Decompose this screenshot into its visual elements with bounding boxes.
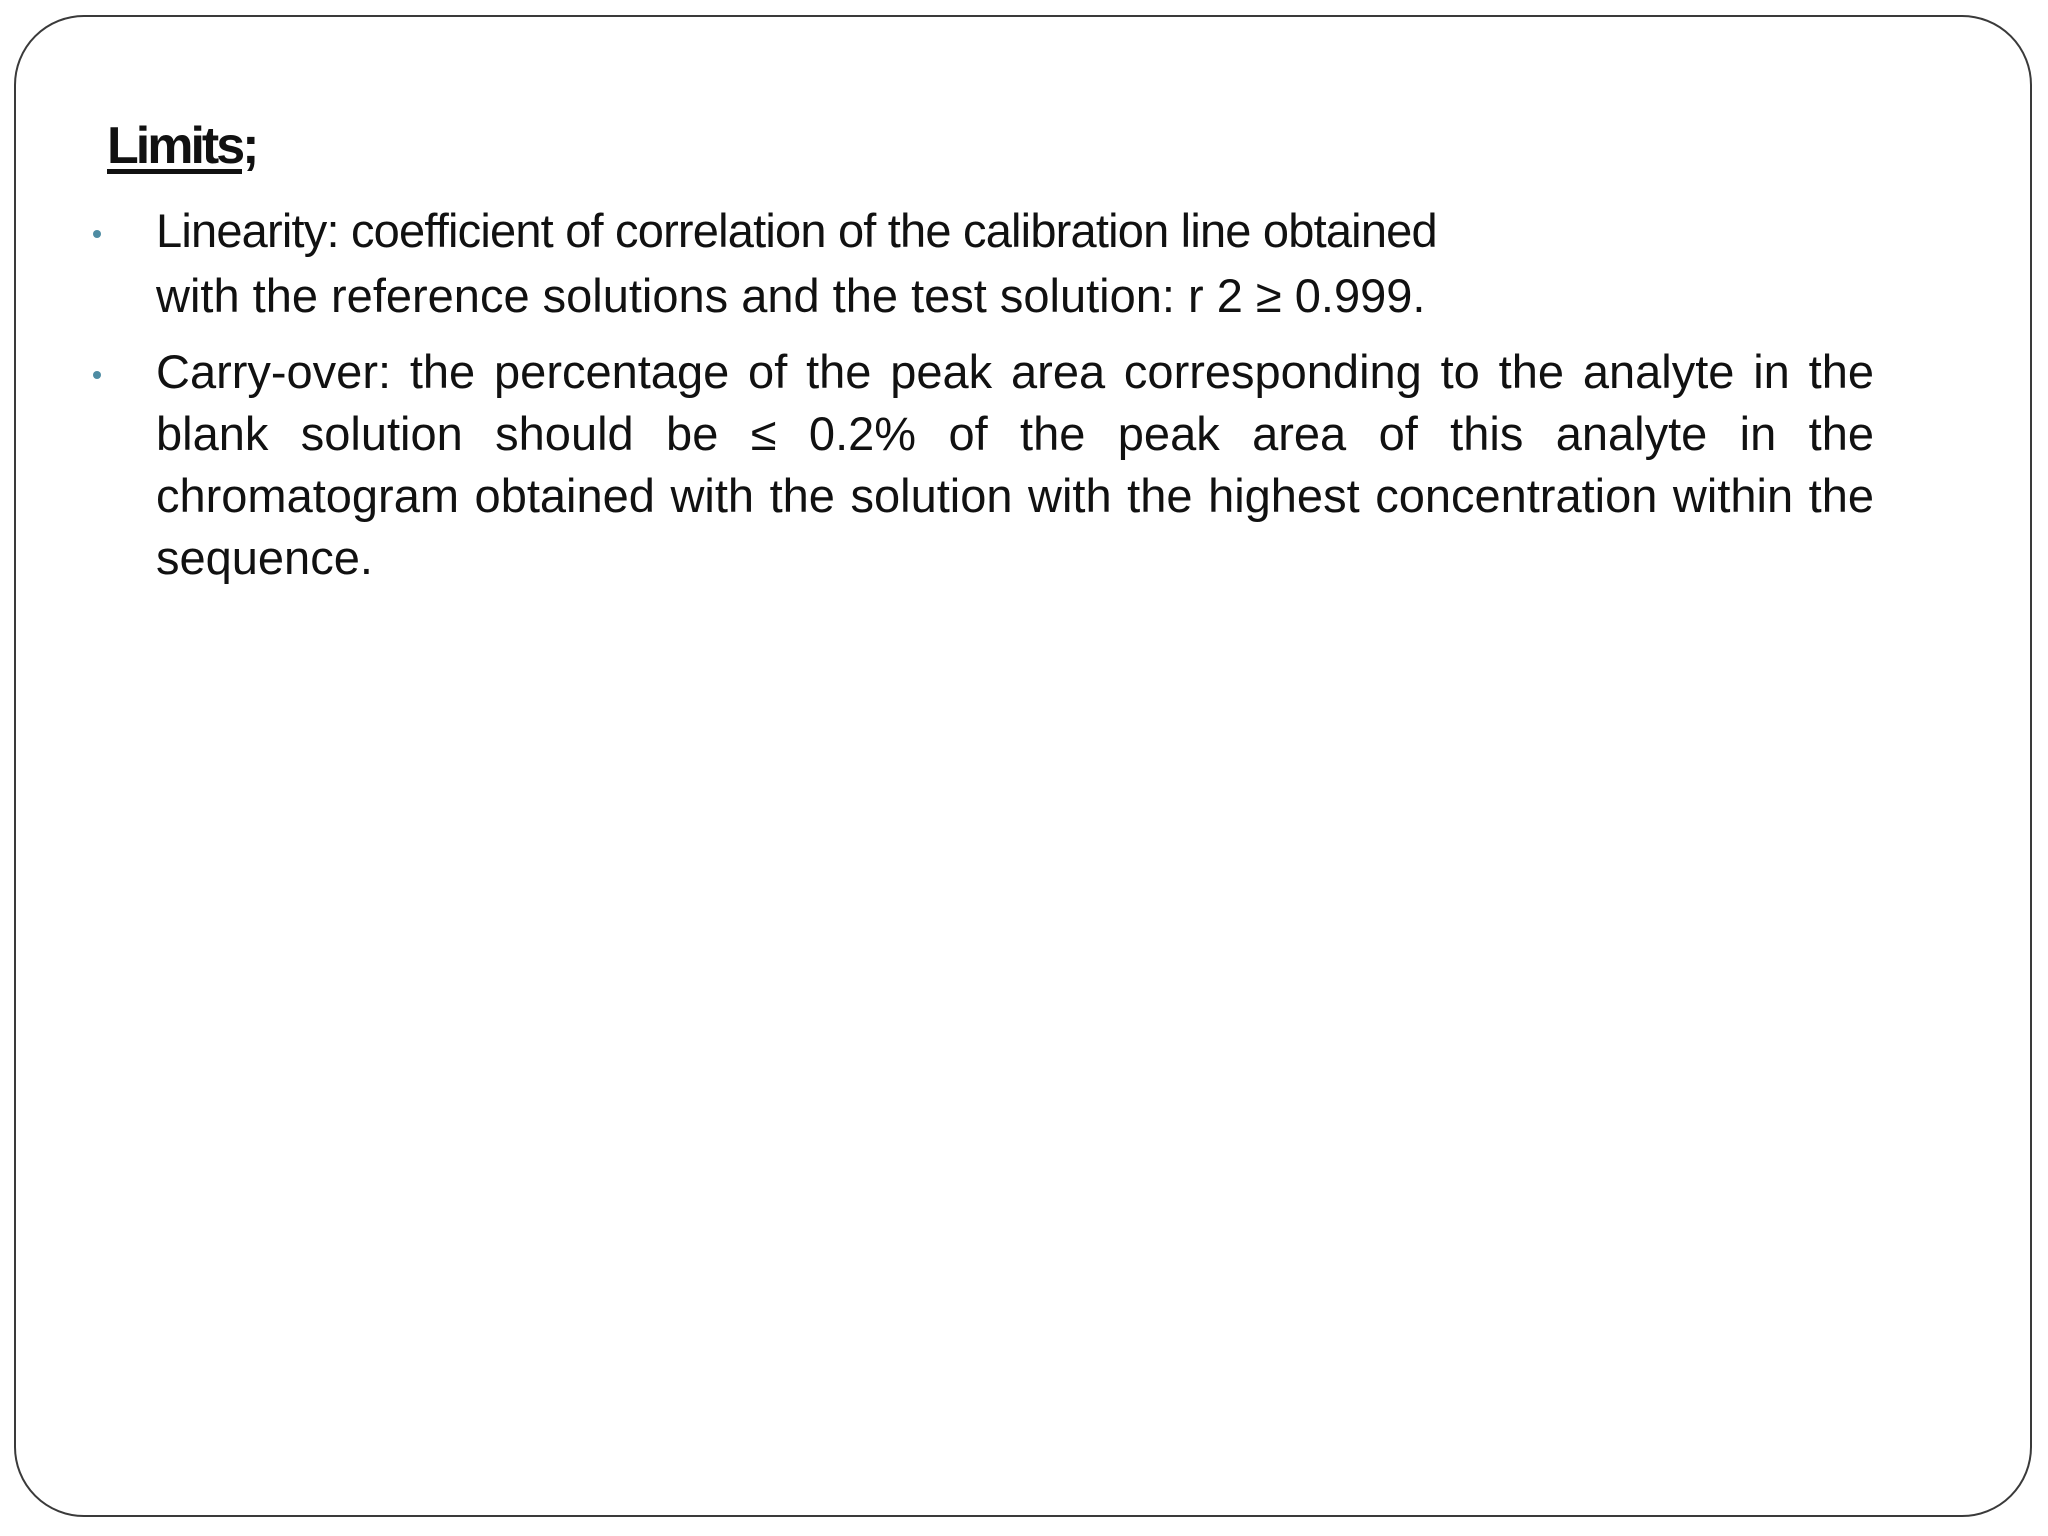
- bullet-text-linearity: [156, 200, 1676, 327]
- bullet-text-line: Linearity: coefficient of correlation of the calibration line obtained: [156, 204, 1437, 257]
- bullet-text-line: with the reference solutions and the test solution: r 2 ≥ 0.999.: [156, 269, 1426, 322]
- bullet-dot-icon: [93, 371, 101, 379]
- slide-heading: Limits;: [107, 117, 257, 175]
- bullet-dot-icon: [93, 230, 101, 238]
- bullet-text-carry-over: Carry-over: the percentage of the peak area corresponding to the analyte in the blank solution should be ≤ 0.2% of the peak area of this analyte in the chromatogram obtained with the solution with the highest concentration within the sequence.: [156, 345, 1874, 584]
